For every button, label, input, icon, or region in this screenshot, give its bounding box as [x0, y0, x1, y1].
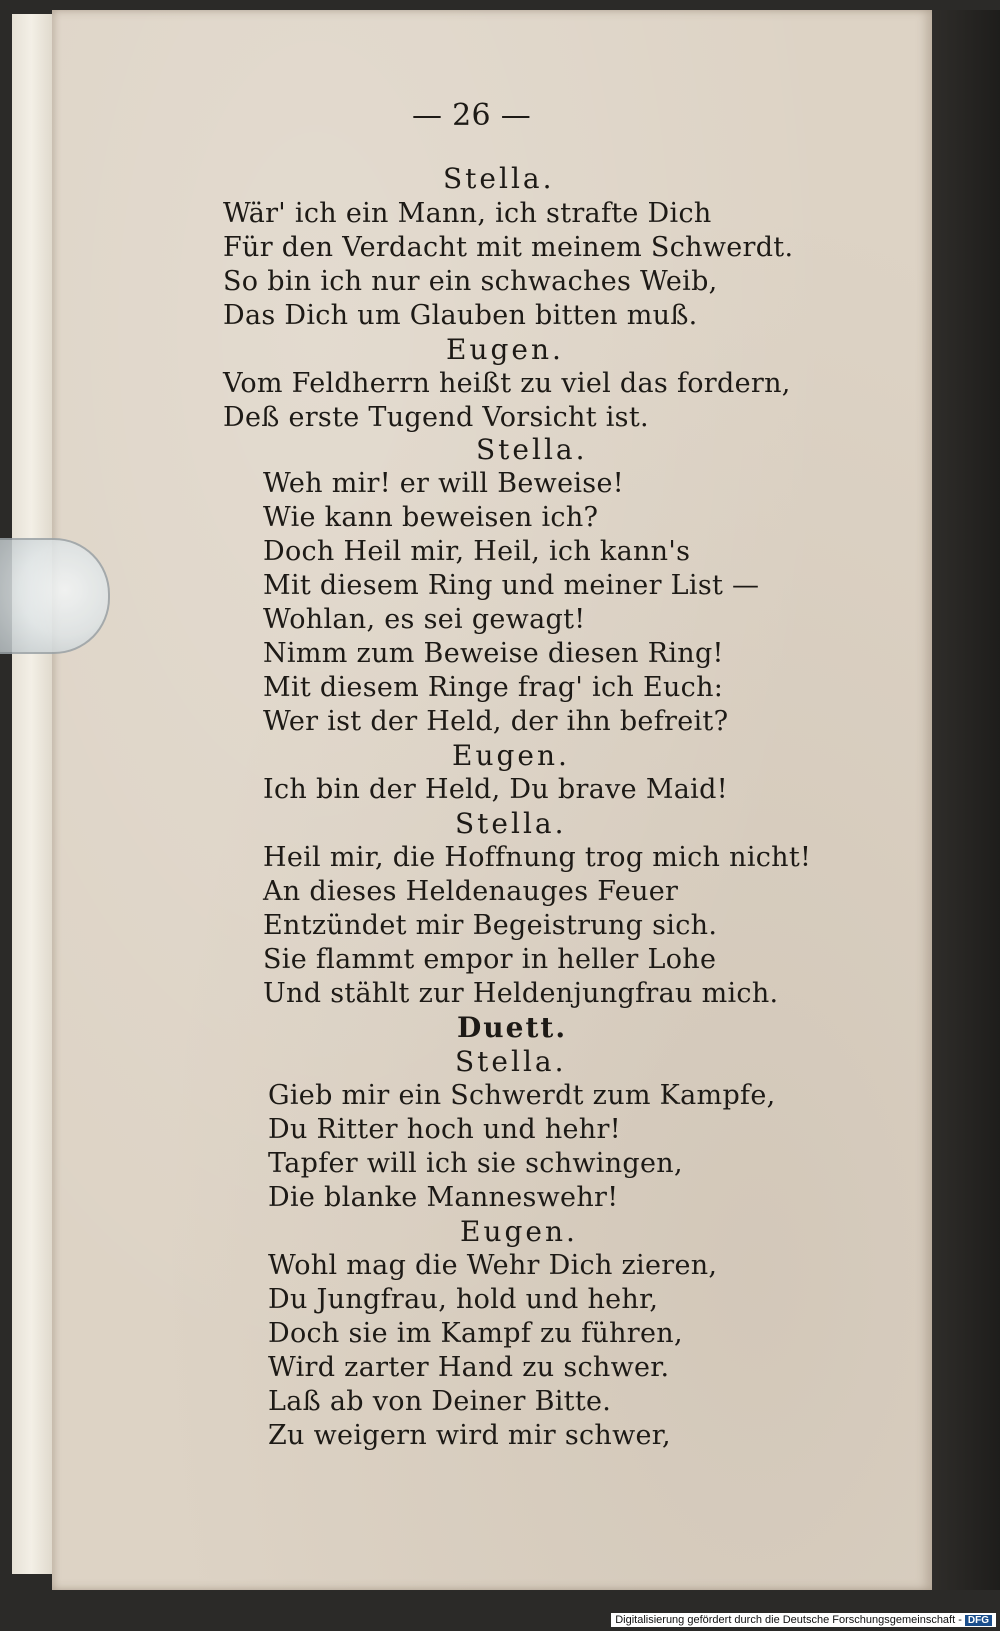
verse-line: Gieb mir ein Schwerdt zum Kampfe, — [268, 1080, 776, 1111]
verse-line: Entzündet mir Begeistrung sich. — [263, 910, 718, 941]
speaker-heading: Eugen. — [452, 739, 570, 772]
verse-line: Wer ist der Held, der ihn befreit? — [263, 706, 729, 737]
verse-line: Wohlan, es sei gewagt! — [263, 604, 586, 635]
verse-line: Das Dich um Glauben bitten muß. — [223, 300, 698, 331]
section-heading: Duett. — [457, 1011, 568, 1044]
verse-line: Die blanke Manneswehr! — [268, 1182, 619, 1213]
page-number: — 26 — — [412, 98, 532, 133]
verse-line: Du Ritter hoch und hehr! — [268, 1114, 621, 1145]
verse-line: Und stählt zur Heldenjungfrau mich. — [263, 978, 779, 1009]
digitization-credit — [611, 1613, 996, 1627]
verse-line: Wie kann beweisen ich? — [263, 502, 599, 533]
verse-line: So bin ich nur ein schwaches Weib, — [223, 266, 718, 297]
verse-line: Deß erste Tugend Vorsicht ist. — [223, 402, 649, 433]
verse-line: Tapfer will ich sie schwingen, — [268, 1148, 683, 1179]
verse-line: Nimm zum Beweise diesen Ring! — [263, 638, 724, 669]
verse-line: Mit diesem Ringe frag' ich Euch: — [263, 672, 724, 703]
verse-line: Wohl mag die Wehr Dich zieren, — [268, 1250, 718, 1281]
verse-line: Wär' ich ein Mann, ich strafte Dich — [223, 198, 712, 229]
speaker-heading: Stella. — [476, 433, 588, 466]
verse-line: Du Jungfrau, hold und hehr, — [268, 1284, 659, 1315]
verse-line: Weh mir! er will Beweise! — [263, 468, 624, 499]
speaker-heading: Stella. — [455, 807, 567, 840]
speaker-heading: Eugen. — [446, 333, 564, 366]
verse-line: Doch sie im Kampf zu führen, — [268, 1318, 683, 1349]
verse-line: Zu weigern wird mir schwer, — [268, 1420, 671, 1451]
speaker-heading: Stella. — [443, 162, 555, 195]
verse-line: Für den Verdacht mit meinem Schwerdt. — [223, 232, 794, 263]
verse-line: Wird zarter Hand zu schwer. — [268, 1352, 670, 1383]
verse-line: Mit diesem Ring und meiner List — — [263, 570, 760, 601]
verse-line: Heil mir, die Hoffnung trog mich nicht! — [263, 842, 812, 873]
verse-line: Sie flammt empor in heller Lohe — [263, 944, 717, 975]
speaker-heading: Eugen. — [460, 1215, 578, 1248]
speaker-heading: Stella. — [455, 1045, 567, 1078]
credit-text: Digitalisierung gefördert durch die Deutsche Forschungsgemeinschaft - — [615, 1614, 962, 1626]
verse-line: An dieses Heldenauges Feuer — [263, 876, 679, 907]
verse-line: Vom Feldherrn heißt zu viel das fordern, — [223, 368, 791, 399]
verse-line: Ich bin der Held, Du brave Maid! — [263, 774, 728, 805]
verse-line: Doch Heil mir, Heil, ich kann's — [263, 536, 691, 567]
dfg-logo: DFG — [965, 1615, 992, 1626]
verse-line: Laß ab von Deiner Bitte. — [268, 1386, 612, 1417]
